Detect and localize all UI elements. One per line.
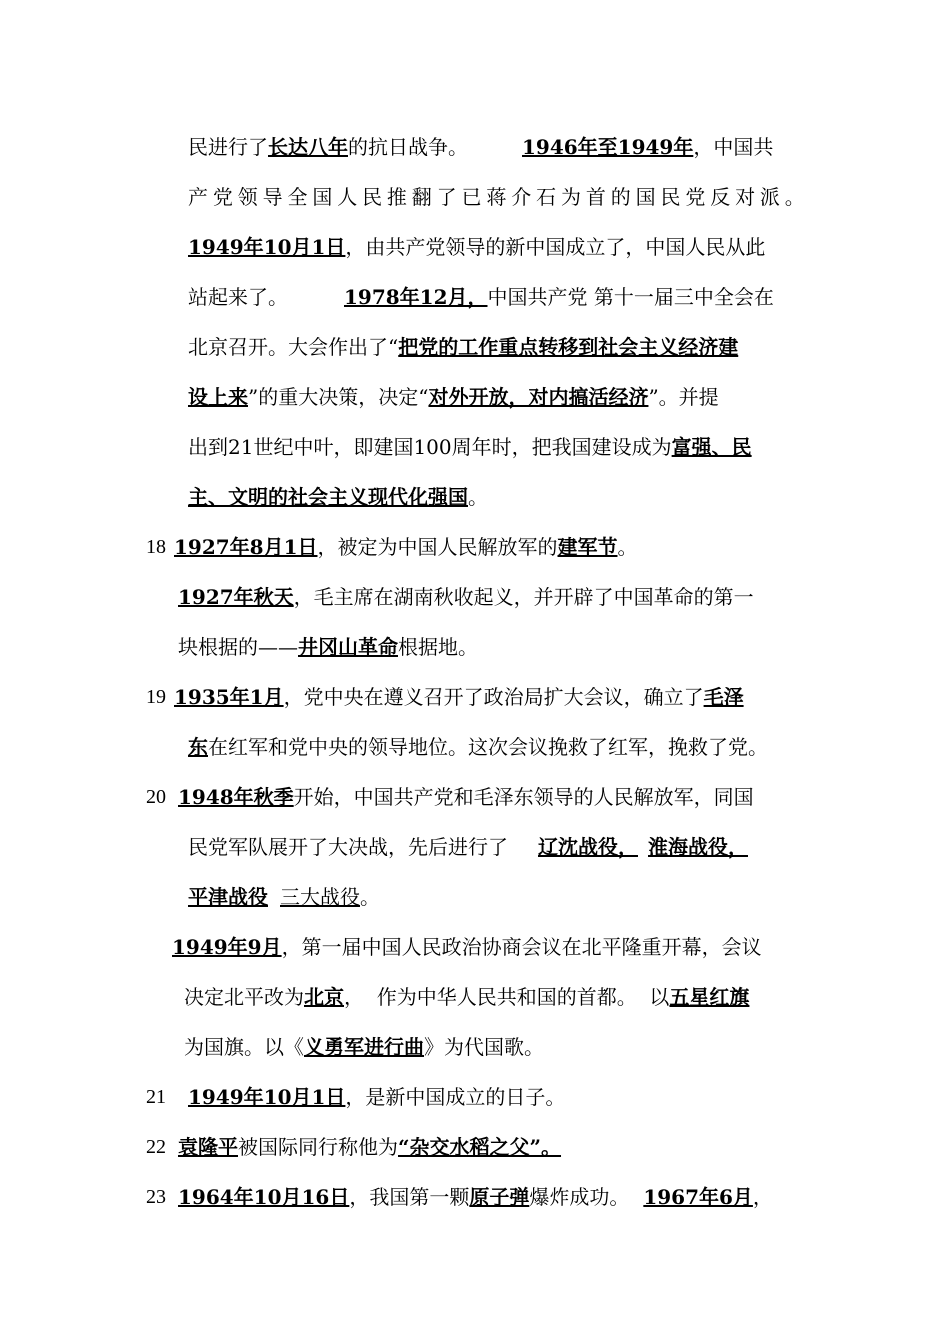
item-number: 22 xyxy=(146,1136,166,1158)
text-line xyxy=(188,382,719,412)
text: 决定北平改为 xyxy=(184,985,304,1009)
underlined-term: 1935年1月 xyxy=(174,685,284,709)
underlined-term: 淮海战役， xyxy=(648,835,748,859)
underlined-term: 长达八年 xyxy=(268,135,348,159)
text: ，毛主席在湖南秋收起义，并开辟了中国革命的第一 xyxy=(293,585,754,609)
text: ，被定为中国人民解放军的 xyxy=(317,535,558,559)
underlined-term: 1949年9月 xyxy=(172,935,282,959)
text: 。 xyxy=(617,535,638,559)
text: 块根据的—— xyxy=(178,635,298,659)
text: 开始，中国共产党和毛泽东领导的人民解放军，同国 xyxy=(293,785,754,809)
text: ”。并提 xyxy=(648,385,719,409)
text-line xyxy=(178,632,478,662)
text-line xyxy=(188,832,748,862)
item-number: 20 xyxy=(146,786,166,808)
underlined-term: 义勇军进行曲 xyxy=(304,1035,424,1059)
underlined-term: 五星红旗 xyxy=(669,985,750,1009)
text-line xyxy=(188,1082,565,1112)
text-line xyxy=(178,1182,773,1212)
underlined-term: 主、文明的社会主义现代化强国 xyxy=(188,485,468,509)
text-line xyxy=(172,932,762,962)
underlined-term: 1978年12月， xyxy=(344,285,488,309)
text-line xyxy=(188,482,488,512)
text-line xyxy=(188,332,738,362)
text: ，中国共 xyxy=(693,135,774,159)
text: 出到21世纪中叶，即建国100周年时，把我国建设成为 xyxy=(188,435,672,459)
text: 民进行了 xyxy=(188,135,268,159)
underlined-term: 1948年秋季 xyxy=(178,785,294,809)
text: ”的重大决策，决定“ xyxy=(248,385,429,409)
text: 为国旗。以《 xyxy=(184,1035,304,1059)
text-line xyxy=(178,782,754,812)
underlined-term: 平津战役 xyxy=(188,885,268,909)
text-line xyxy=(188,282,774,312)
underlined-term: 东 xyxy=(188,735,208,759)
item-number: 21 xyxy=(146,1086,166,1108)
underlined-term: 1927年8月1日 xyxy=(174,535,318,559)
text: ，党中央在遵义召开了政治局扩大会议，确立了 xyxy=(283,685,704,709)
text: 站起来了。 xyxy=(188,285,288,309)
text: ，我国第一颗 xyxy=(349,1185,470,1209)
text-line xyxy=(188,732,768,762)
text-line xyxy=(184,982,749,1012)
text: 爆炸成功。 xyxy=(529,1185,630,1209)
text-line xyxy=(184,1032,544,1062)
underlined-term: 1967年6月 xyxy=(643,1185,753,1209)
underlined-term: 1964年10月16日 xyxy=(178,1185,350,1209)
text-line xyxy=(188,882,380,912)
underlined-term: 袁隆平 xyxy=(178,1135,238,1159)
text: 被国际同行称他为 xyxy=(238,1135,398,1159)
underlined-term: 原子弹 xyxy=(469,1185,530,1209)
text: 。 xyxy=(468,485,488,509)
underlined-term: 北京 xyxy=(304,985,344,1009)
underlined-term: 1949年10月1日 xyxy=(188,1085,346,1109)
text: 在红军和党中央的领导地位。这次会议挽救了红军，挽救了党。 xyxy=(208,735,768,759)
underlined-term: 对外开放，对内搞活经济 xyxy=(428,385,649,409)
text: ， xyxy=(752,1185,773,1209)
text: 根据地。 xyxy=(398,635,478,659)
underlined-term: 把党的工作重点转移到社会主义经济建 xyxy=(398,335,739,359)
underlined-term: 井冈山革命 xyxy=(298,635,398,659)
text: 。 xyxy=(360,885,380,909)
text: 中国共产党 第十一届三中全会在 xyxy=(487,285,774,309)
text-line xyxy=(188,232,765,262)
underlined-term: 辽沈战役， xyxy=(538,835,638,859)
text: ，是新中国成立的日子。 xyxy=(345,1085,566,1109)
text: 三大战役 xyxy=(280,885,360,909)
item-number: 19 xyxy=(146,686,166,708)
item-number: 18 xyxy=(146,536,166,558)
text: ， 作为中华人民共和国的首都。 以 xyxy=(344,985,670,1009)
text: 北京召开。大会作出了“ xyxy=(188,335,399,359)
text-line xyxy=(174,532,638,562)
underlined-term: 设上来 xyxy=(188,385,248,409)
text: 》为代国歌。 xyxy=(424,1035,544,1059)
item-number: 23 xyxy=(146,1186,166,1208)
text: 的抗日战争。 xyxy=(348,135,468,159)
text-line xyxy=(188,132,773,162)
text: 民党军队展开了大决战，先后进行了 xyxy=(188,835,508,859)
text-line xyxy=(188,432,752,462)
text-line xyxy=(188,182,806,212)
text: ，第一届中国人民政治协商会议在北平隆重开幕，会议 xyxy=(281,935,762,959)
text-line xyxy=(178,582,754,612)
text: ，由共产党领导的新中国成立了，中国人民从此 xyxy=(345,235,766,259)
underlined-term: 建军节 xyxy=(557,535,618,559)
underlined-term: 1927年秋天 xyxy=(178,585,294,609)
text-line xyxy=(174,682,744,712)
underlined-term: 毛泽 xyxy=(703,685,744,709)
text-line xyxy=(178,1132,561,1162)
underlined-term: “杂交水稻之父”。 xyxy=(398,1135,562,1159)
underlined-term: 1946年至1949年 xyxy=(522,135,694,159)
underlined-term: 1949年10月1日 xyxy=(188,235,346,259)
text: 产党领导全国人民推翻了已蒋介石为首的国民党反对派。 xyxy=(188,185,806,209)
underlined-term: 富强、民 xyxy=(671,435,752,459)
